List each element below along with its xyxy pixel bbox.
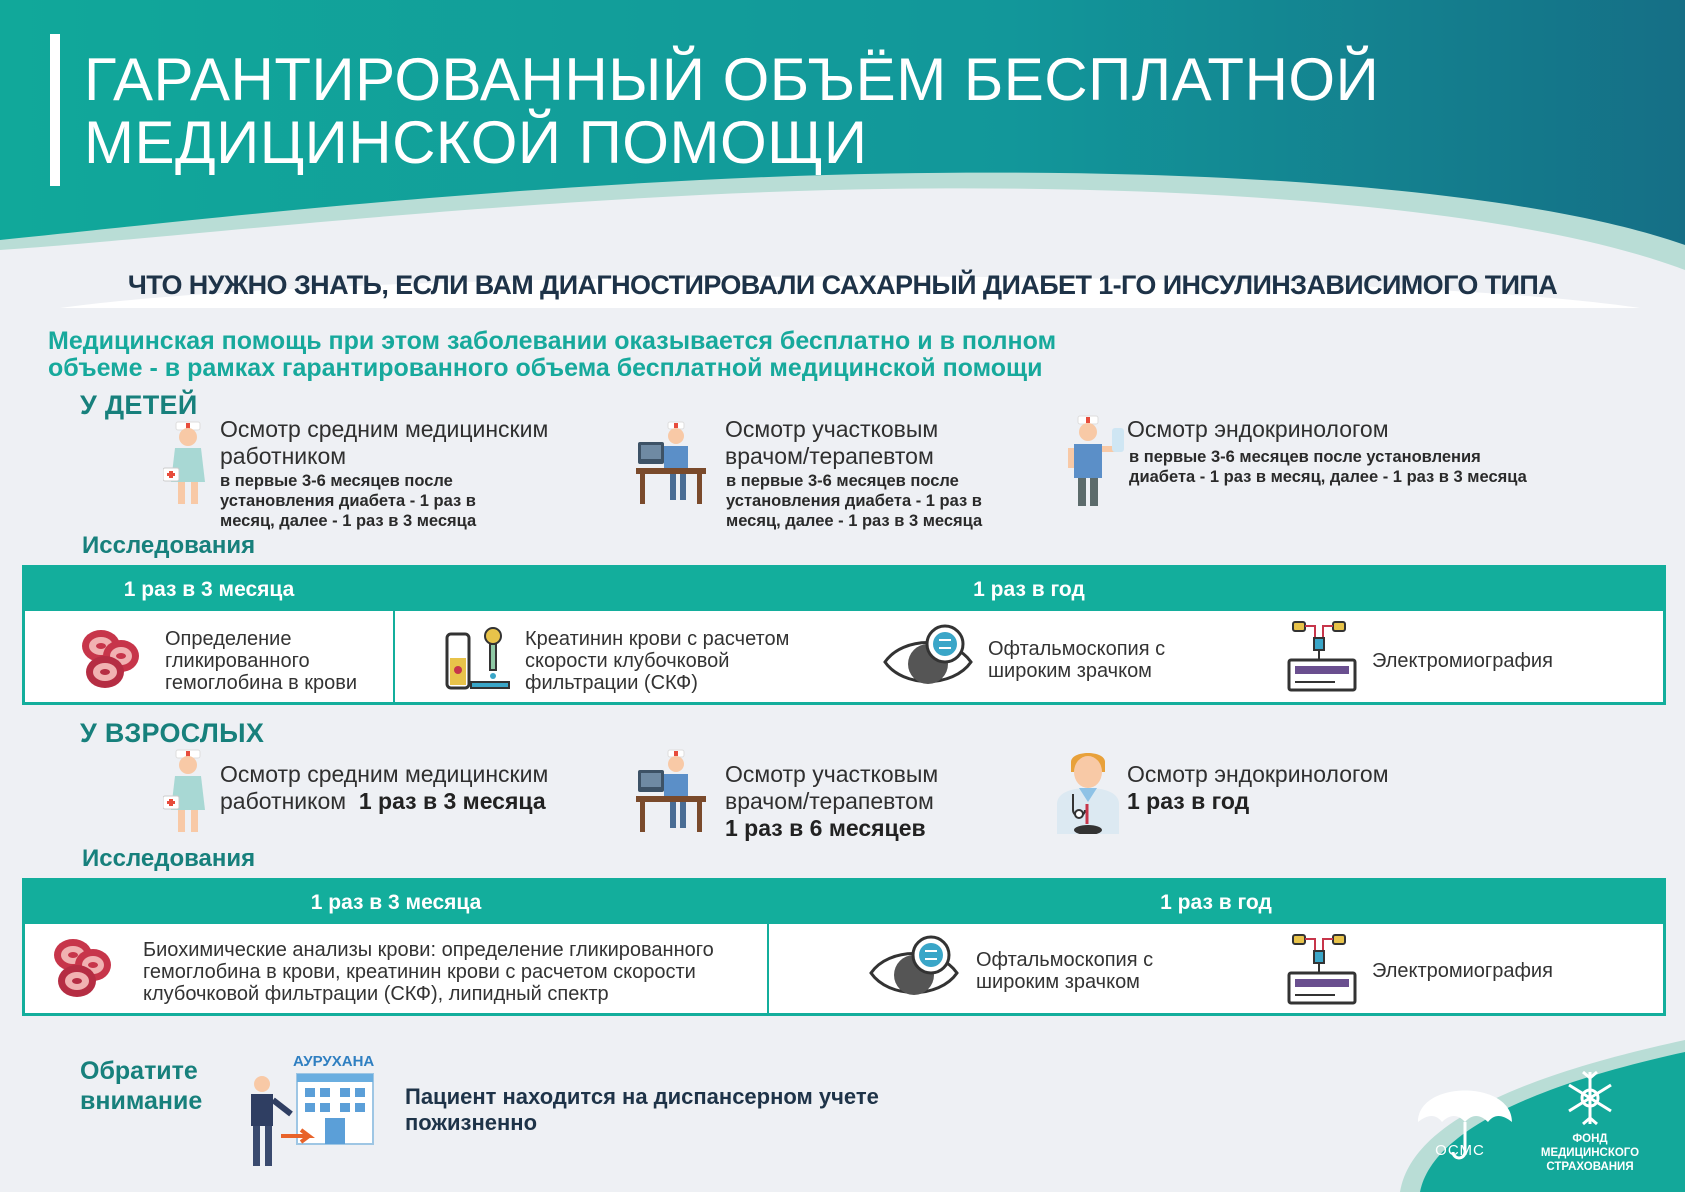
- blood-cells-icon: [77, 626, 143, 692]
- note-heading-line: Обратите: [80, 1057, 198, 1085]
- title-accent-bar: [50, 34, 60, 186]
- exam-note-line: в первые 3-6 месяцев после: [726, 472, 959, 490]
- exam-frequency: 1 раз в 6 месяцев: [725, 815, 926, 841]
- children-item-ophthalmoscopy: [988, 638, 1165, 682]
- exam-note-line: диабета - 1 раз в месяц, далее - 1 раз в 3 месяца: [1129, 468, 1527, 486]
- children-exam-endocrinologist-note: [1129, 447, 1527, 487]
- endocrinologist-doctor-icon: [1053, 748, 1123, 834]
- title-line-1: ГАРАНТИРОВАННЫЙ ОБЪЁМ БЕСПЛАТНОЙ: [84, 46, 1380, 113]
- fund-logo-line: МЕДИЦИНСКОГО: [1540, 1147, 1640, 1159]
- note-text-line: Пациент находится на диспансерном учете: [405, 1084, 879, 1109]
- children-table-header-quarterly: 1 раз в 3 месяца: [25, 568, 393, 611]
- fund-logo-text: [1530, 1132, 1650, 1174]
- exam-title-line: Осмотр эндокринологом: [1127, 761, 1389, 787]
- lead-line-2: объеме - в рамках гарантированного объема бесплатной медицинской помощи: [48, 354, 1043, 382]
- children-research-heading: Исследования: [82, 532, 256, 559]
- lead-line-1: Медицинская помощь при этом заболевании оказывается бесплатно и в полном: [48, 327, 1057, 355]
- cell-line: Офтальмоскопия с: [976, 949, 1154, 971]
- cell-line: скорости клубочковой: [525, 650, 730, 672]
- nurse-icon: [163, 748, 213, 834]
- exam-frequency: 1 раз в 3 месяца: [358, 788, 546, 814]
- cell-line: Креатинин крови с расчетом: [525, 628, 790, 650]
- eye-scan-icon: [869, 935, 959, 1005]
- lab-test-tubes-icon: [441, 624, 511, 694]
- exam-title-line: Осмотр средним медицинским: [220, 761, 549, 787]
- doctor-desk-icon: [636, 748, 706, 832]
- cell-line: Биохимические анализы крови: определение гликированного: [143, 939, 714, 961]
- exam-note-line: в первые 3-6 месяцев после установления: [1129, 448, 1481, 466]
- cell-line: гликированного: [165, 650, 310, 672]
- children-research-table: [22, 565, 1666, 705]
- children-exam-therapist-note: [726, 471, 982, 531]
- fund-logo-line: ФОНД: [1572, 1133, 1608, 1145]
- table-divider: [767, 881, 769, 1013]
- cell-line: фильтрации (СКФ): [525, 672, 698, 694]
- exam-title-line: Осмотр участковым: [725, 761, 939, 787]
- cell-line: широким зрачком: [988, 660, 1152, 682]
- eye-scan-icon: [883, 624, 973, 694]
- cell-line: широким зрачком: [976, 971, 1140, 993]
- children-item-emg: Электромиография: [1372, 650, 1553, 672]
- nurse-icon: [163, 420, 213, 506]
- cell-line: Определение: [165, 628, 292, 650]
- adults-exam-therapist-title: [725, 761, 938, 842]
- note-heading: [80, 1056, 202, 1116]
- exam-title-line: врачом/терапевтом: [725, 443, 934, 469]
- exam-title-line: работником: [220, 443, 347, 469]
- endocrinologist-icon: [1068, 414, 1128, 508]
- exam-note-line: установления диабета - 1 раз в: [220, 492, 476, 510]
- adults-heading: У ВЗРОСЛЫХ: [80, 718, 265, 748]
- fund-snowflake-logo: [1565, 1068, 1615, 1128]
- adults-table-header-quarterly: 1 раз в 3 месяца: [25, 881, 767, 924]
- exam-title-line: Осмотр участковым: [725, 416, 939, 442]
- adults-exam-endocrinologist-title: [1127, 761, 1389, 815]
- exam-note-line: месяц, далее - 1 раз в 3 месяца: [220, 512, 477, 530]
- electromyograph-icon: [1287, 933, 1357, 1007]
- exam-frequency: 1 раз в год: [1127, 788, 1250, 814]
- adults-table-header-yearly: 1 раз в год: [769, 881, 1663, 924]
- exam-note-line: установления диабета - 1 раз в: [726, 492, 982, 510]
- fund-logo-line: СТРАХОВАНИЯ: [1546, 1161, 1634, 1173]
- adults-item-biochemistry: [143, 939, 714, 1005]
- adults-exam-nurse-title: [220, 761, 548, 815]
- title-line-2: МЕДИЦИНСКОЙ ПОМОЩИ: [84, 109, 868, 176]
- exam-title-part: работником: [220, 788, 347, 814]
- children-exam-endocrinologist-title: Осмотр эндокринологом: [1127, 416, 1389, 442]
- children-table-header-yearly: 1 раз в год: [395, 568, 1663, 611]
- subtitle: ЧТО НУЖНО ЗНАТЬ, ЕСЛИ ВАМ ДИАГНОСТИРОВАЛИ САХАРНЫЙ ДИАБЕТ 1-ГО ИНСУЛИНЗАВИСИМОГО ТИПА: [127, 270, 1558, 300]
- adults-research-heading: Исследования: [82, 845, 256, 872]
- hospital-label: АУРУХАНА: [293, 1053, 375, 1070]
- children-item-hba1c: [165, 628, 357, 694]
- cell-line: гемоглобина в крови: [165, 672, 358, 694]
- adults-research-table: [22, 878, 1666, 1016]
- electromyograph-icon: [1287, 620, 1357, 694]
- cell-line: Офтальмоскопия с: [988, 638, 1166, 660]
- note-heading-line: внимание: [80, 1087, 203, 1115]
- children-exam-nurse-note: [220, 471, 476, 531]
- children-exam-therapist-title: [725, 416, 938, 470]
- cell-line: клубочковой фильтрации (СКФ), липидный спектр: [143, 983, 609, 1005]
- blood-cells-icon: [49, 935, 115, 1001]
- children-exam-nurse-title: [220, 416, 548, 470]
- doctor-desk-icon: [636, 420, 706, 504]
- exam-note-line: в первые 3-6 месяцев после: [220, 472, 453, 490]
- note-text-line: пожизненно: [405, 1110, 538, 1135]
- lead-text: [48, 328, 1056, 382]
- table-divider: [393, 568, 395, 702]
- page-title: [84, 48, 1379, 174]
- osms-logo-text: ОСМС: [1435, 1142, 1485, 1159]
- hospital-patient-icon: [235, 1070, 385, 1170]
- exam-title-line: [220, 788, 548, 815]
- note-text: [405, 1084, 879, 1136]
- exam-note-line: месяц, далее - 1 раз в 3 месяца: [726, 512, 983, 530]
- adults-item-emg: Электромиография: [1372, 960, 1553, 982]
- children-heading: У ДЕТЕЙ: [80, 390, 198, 420]
- children-item-creatinine: [525, 628, 789, 694]
- exam-title-line: врачом/терапевтом: [725, 788, 934, 814]
- adults-item-ophthalmoscopy: [976, 949, 1153, 993]
- exam-title-line: Осмотр средним медицинским: [220, 416, 549, 442]
- cell-line: гемоглобина в крови, креатинин крови с расчетом скорости: [143, 961, 696, 983]
